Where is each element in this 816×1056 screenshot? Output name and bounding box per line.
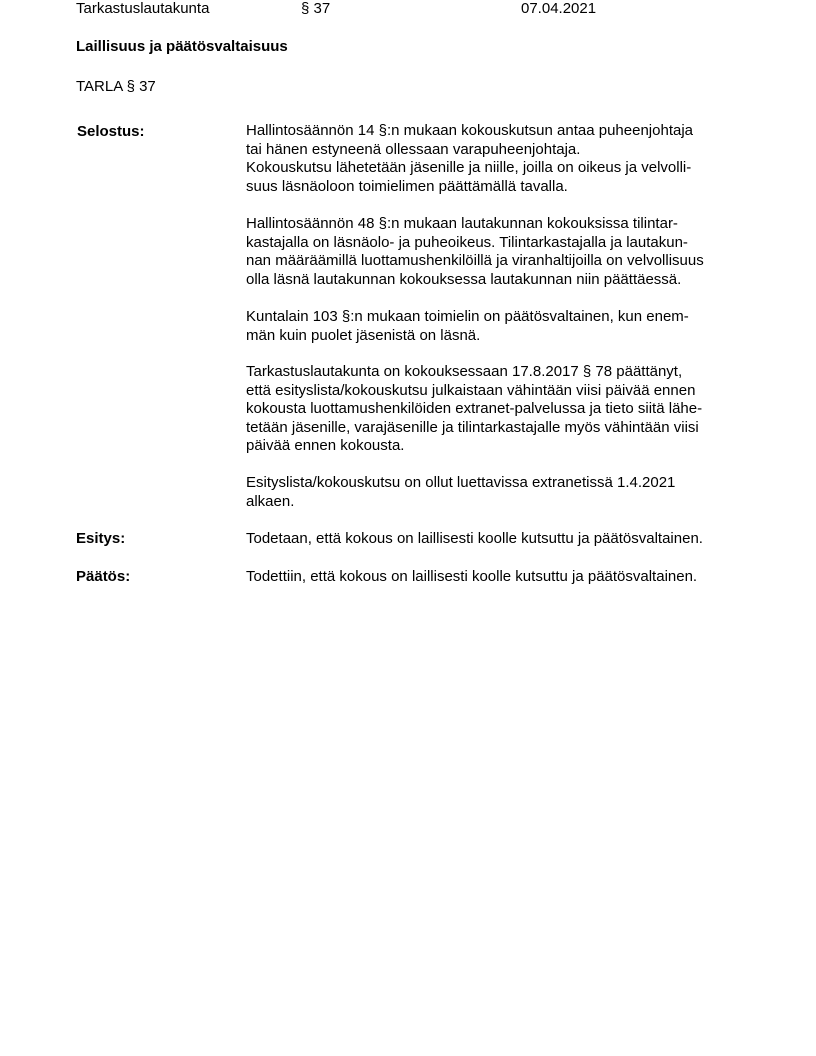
paatos-label: Päätös: <box>76 568 131 585</box>
header-section: § 37 <box>301 0 331 17</box>
selostus-p2-line2: kastajalla on läsnäolo- ja puheoikeus. Tilintarkastajalla ja lautakun- <box>246 234 688 251</box>
esitys-text: Todetaan, että kokous on laillisesti koolle kutsuttu ja päätösvaltainen. <box>246 530 703 547</box>
selostus-p4-line4: tetään jäsenille, varajäsenille ja tilintarkastajalle myös vähintään viisi <box>246 419 699 436</box>
selostus-p4-line3: kokousta luottamushenkilöiden extranet-palvelussa ja tieto siitä lähe- <box>246 400 703 417</box>
selostus-p5-line1: Esityslista/kokouskutsu on ollut luettavissa extranetissä 1.4.2021 <box>246 474 676 491</box>
selostus-p2-line3: nan määräämillä luottamushenkilöillä ja viranhaltijoilla on velvollisuus <box>246 252 704 269</box>
selostus-p3-line1: Kuntalain 103 §:n mukaan toimielin on päätösvaltainen, kun enem- <box>246 308 689 325</box>
selostus-p1-line1: Hallintosäännön 14 §:n mukaan kokouskutsun antaa puheenjohtaja <box>246 122 693 139</box>
header-date: 07.04.2021 <box>521 0 597 17</box>
selostus-p4-line2: että esityslista/kokouskutsu julkaistaan vähintään viisi päivää ennen <box>246 382 696 399</box>
header-committee: Tarkastuslautakunta <box>76 0 210 17</box>
selostus-p2-line1: Hallintosäännön 48 §:n mukaan lautakunnan kokouksissa tilintar- <box>246 215 678 232</box>
selostus-p3-line2: män kuin puolet jäsenistä on läsnä. <box>246 327 481 344</box>
selostus-p2-line4: olla läsnä lautakunnan kokouksessa lautakunnan niin päättäessä. <box>246 271 682 288</box>
document-reference: TARLA § 37 <box>76 78 156 95</box>
selostus-p1-line4: suus läsnäoloon toimielimen päättämällä tavalla. <box>246 178 568 195</box>
esitys-label: Esitys: <box>76 530 126 547</box>
selostus-p1-line3: Kokouskutsu lähetetään jäsenille ja niille, joilla on oikeus ja velvolli- <box>246 159 692 176</box>
selostus-p1-line2: tai hänen estyneenä ollessaan varapuheenjohtaja. <box>246 141 581 158</box>
selostus-label: Selostus: <box>77 123 145 140</box>
document-title: Laillisuus ja päätösvaltaisuus <box>76 38 288 55</box>
selostus-p4-line5: päivää ennen kokousta. <box>246 437 405 454</box>
selostus-p4-line1: Tarkastuslautakunta on kokouksessaan 17.8.2017 § 78 päättänyt, <box>246 363 683 380</box>
selostus-p5-line2: alkaen. <box>246 493 295 510</box>
paatos-text: Todettiin, että kokous on laillisesti koolle kutsuttu ja päätösvaltainen. <box>246 568 698 585</box>
